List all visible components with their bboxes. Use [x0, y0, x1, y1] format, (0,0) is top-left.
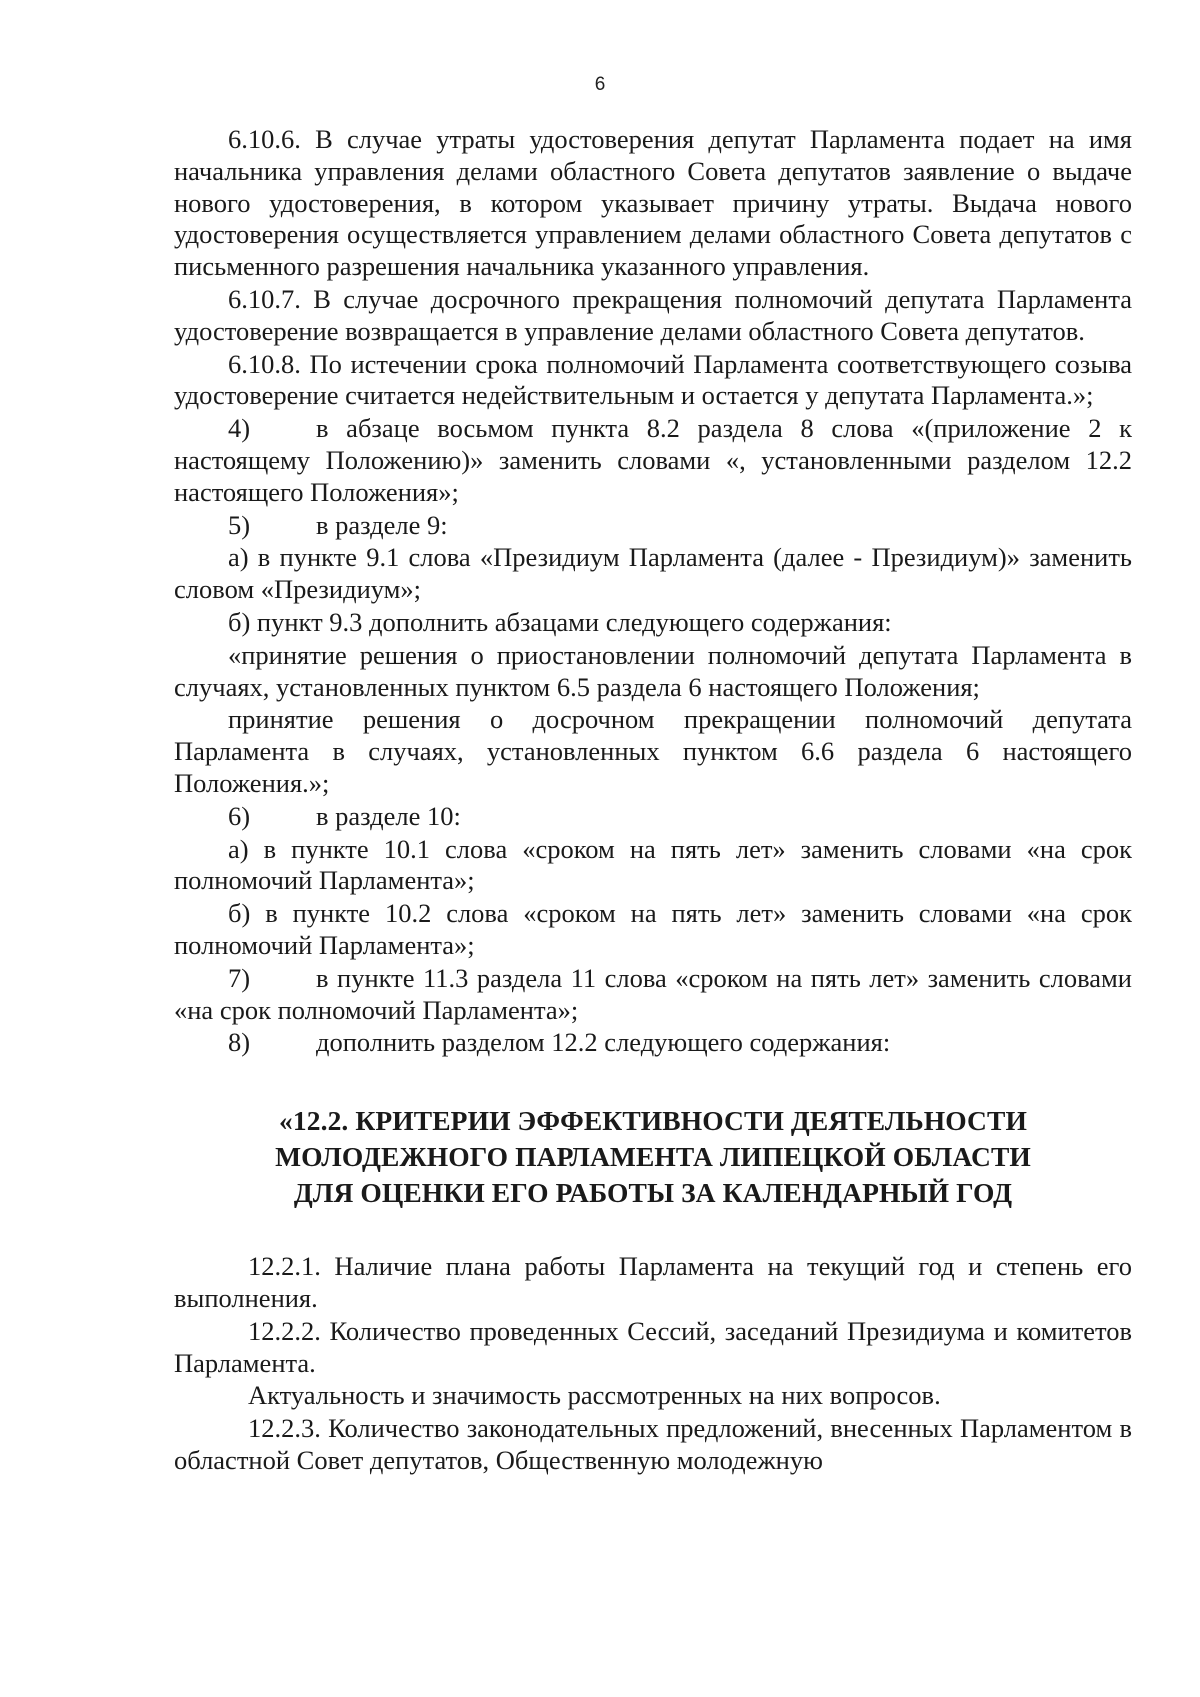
paragraph-6-10-7: 6.10.7. В случае досрочного прекращения полномочий депутата Парламента удостоверение возвращается в управление делами областного Совета депутатов.: [174, 283, 1132, 346]
criterion-12-2-3: 12.2.3. Количество законодательных предложений, внесенных Парламентом в областной Совет депутатов, Общественную молодежную: [174, 1413, 1132, 1475]
page-number: 6: [594, 74, 606, 95]
criterion-relevance: Актуальность и значимость рассмотренных на них вопросов.: [248, 1380, 941, 1411]
list-number: 7): [228, 962, 251, 993]
list-text: в пункте 11.3 раздела 11 слова «сроком на пять лет» заменить словами «на срок полномочий Парламента»;: [174, 962, 1132, 1025]
heading-line: «12.2. КРИТЕРИИ ЭФФЕКТИВНОСТИ ДЕЯТЕЛЬНОСТИ: [279, 1105, 1027, 1137]
subitem-a-9-1: а) в пункте 9.1 слова «Президиум Парламента (далее - Президиум)» заменить словом «Президиум»;: [174, 542, 1132, 605]
paragraph-6-10-6: 6.10.6. В случае утраты удостоверения депутат Парламента подает на имя начальника управления делами областного Совета депутатов заявление о выдаче нового удостоверения, в котором указывает причину утраты. Выдача нового удостоверения осуществляется управлением делами областного Совета депутатов с письменного разрешения начальника указанного управления.: [174, 124, 1132, 282]
criterion-12-2-1: 12.2.1. Наличие плана работы Парламента на текущий год и степень его выполнения.: [174, 1251, 1132, 1313]
subitem-b-9-3: б) пункт 9.3 дополнить абзацами следующего содержания:: [228, 606, 892, 637]
criterion-12-2-2: 12.2.2. Количество проведенных Сессий, заседаний Президиума и комитетов Парламента.: [174, 1315, 1132, 1378]
list-item-8: [174, 1027, 1132, 1059]
paragraph-6-10-8: 6.10.8. По истечении срока полномочий Парламента соответствующего созыва удостоверение считается недействительным и остается у депутата Парламента.»;: [174, 348, 1132, 411]
quote-suspension: «принятие решения о приостановлении полномочий депутата Парламента в случаях, установленных пунктом 6.5 раздела 6 настоящего Положения;: [174, 639, 1132, 702]
list-number: 8): [228, 1027, 251, 1058]
list-text: в разделе 9:: [316, 509, 448, 540]
list-item-6: [174, 801, 1132, 833]
list-text: в абзаце восьмом пункта 8.2 раздела 8 слова «(приложение 2 к настоящему Положению)» заменить словами «, установленными разделом 12.2 настоящего Положения»;: [174, 413, 1132, 507]
list-item-7: [174, 963, 1132, 1027]
list-number: 6): [228, 800, 251, 831]
subitem-b-10-2: б) в пункте 10.2 слова «сроком на пять лет» заменить словами «на срок полномочий Парламента»;: [174, 898, 1132, 960]
list-text: дополнить разделом 12.2 следующего содержания:: [316, 1027, 891, 1058]
heading-line: МОЛОДЕЖНОГО ПАРЛАМЕНТА ЛИПЕЦКОЙ ОБЛАСТИ: [275, 1141, 1031, 1173]
list-item-5: [174, 510, 1132, 542]
list-number: 5): [228, 509, 251, 540]
list-number: 4): [228, 413, 251, 444]
quote-termination: принятие решения о досрочном прекращении полномочий депутата Парламента в случаях, установленных пунктом 6.6 раздела 6 настоящего Положения.»;: [174, 704, 1132, 798]
section-heading: [174, 1103, 1132, 1211]
heading-line: ДЛЯ ОЦЕНКИ ЕГО РАБОТЫ ЗА КАЛЕНДАРНЫЙ ГОД: [293, 1177, 1013, 1209]
list-item-4: [174, 413, 1132, 508]
document-body: [174, 124, 1132, 1477]
list-text: в разделе 10:: [316, 800, 461, 831]
subitem-a-10-1: а) в пункте 10.1 слова «сроком на пять лет» заменить словами «на срок полномочий Парламента»;: [174, 833, 1132, 896]
